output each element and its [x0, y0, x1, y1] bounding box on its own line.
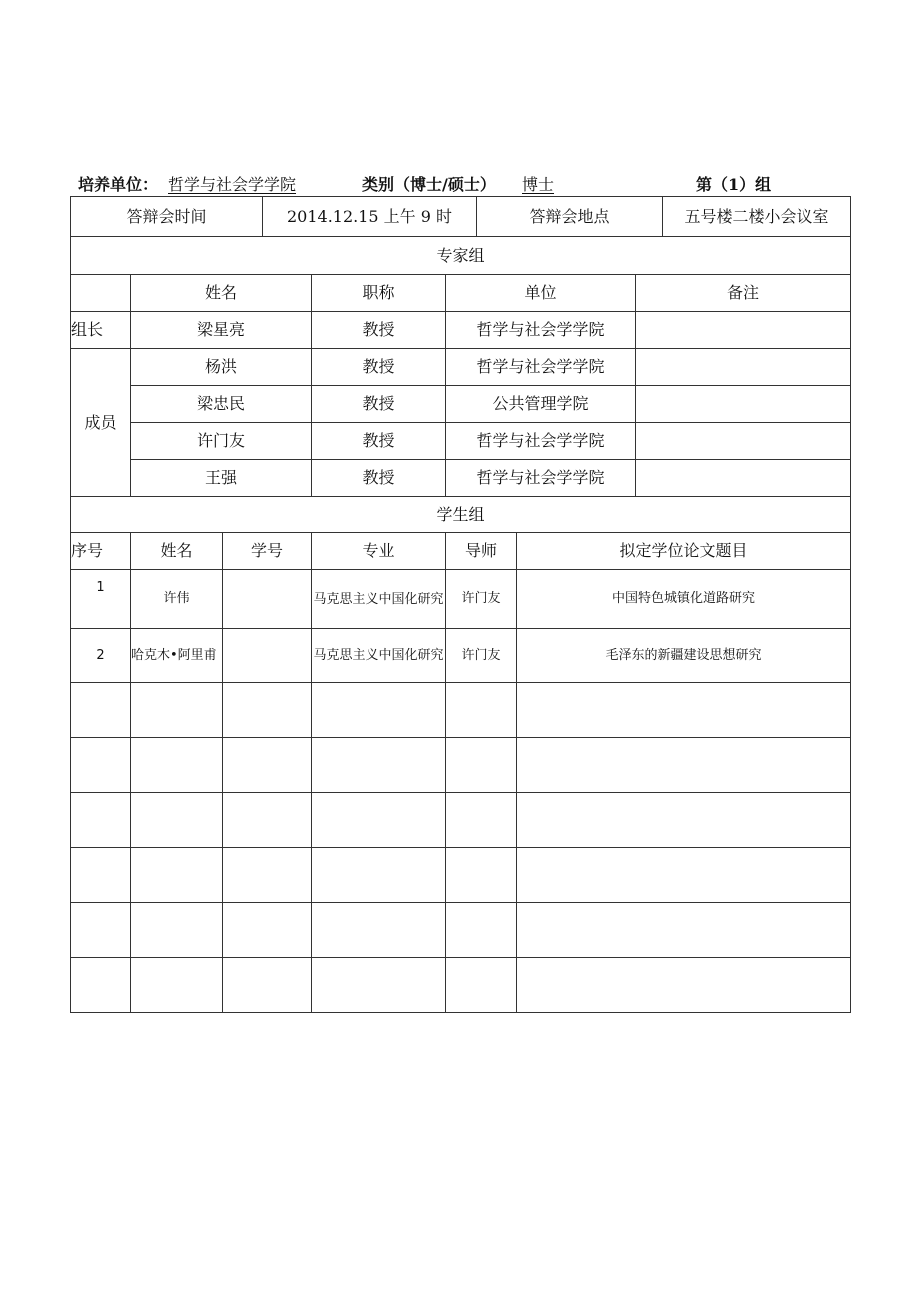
student-name: 哈克木•阿里甫	[131, 629, 223, 683]
expert-note	[636, 312, 851, 349]
defense-time-value: 2014.12.15 上午 9 时	[263, 197, 477, 237]
student-row	[71, 629, 851, 683]
expert-row	[71, 349, 851, 386]
expert-name: 杨洪	[131, 349, 312, 386]
defense-time-label: 答辩会时间	[71, 197, 263, 237]
expert-title: 教授	[312, 349, 446, 386]
student-col-major: 专业	[312, 533, 446, 570]
empty-row	[71, 738, 851, 793]
expert-name: 梁星亮	[131, 312, 312, 349]
form-header	[74, 172, 854, 196]
empty-row	[71, 683, 851, 738]
expert-name: 许门友	[131, 423, 312, 460]
empty-row	[71, 848, 851, 903]
expert-col-unit: 单位	[446, 275, 636, 312]
student-advisor: 许门友	[446, 629, 517, 683]
defense-info-table	[70, 196, 851, 237]
leader-label: 组长	[71, 312, 131, 349]
empty-row	[71, 793, 851, 848]
expert-col-note: 备注	[636, 275, 851, 312]
expert-title: 教授	[312, 423, 446, 460]
student-id	[223, 570, 312, 629]
unit-value: 哲学与社会学学院	[168, 175, 297, 194]
student-id	[223, 629, 312, 683]
expert-col-name: 姓名	[131, 275, 312, 312]
expert-unit: 哲学与社会学学院	[446, 312, 636, 349]
student-no: 1	[71, 570, 131, 629]
expert-col-title: 职称	[312, 275, 446, 312]
expert-empty-header	[71, 275, 131, 312]
expert-title: 教授	[312, 312, 446, 349]
expert-row	[71, 386, 851, 423]
student-col-thesis: 拟定学位论文题目	[517, 533, 851, 570]
expert-row	[71, 423, 851, 460]
defense-place-value: 五号楼二楼小会议室	[663, 197, 851, 237]
expert-note	[636, 460, 851, 497]
expert-row	[71, 312, 851, 349]
student-col-no: 序号	[71, 533, 131, 570]
student-thesis: 毛泽东的新疆建设思想研究	[517, 629, 851, 683]
category-label: 类别（博士/硕士）	[362, 175, 496, 194]
student-advisor: 许门友	[446, 570, 517, 629]
student-row	[71, 570, 851, 629]
expert-unit: 公共管理学院	[446, 386, 636, 423]
expert-group-table	[70, 236, 851, 497]
expert-note	[636, 386, 851, 423]
expert-unit: 哲学与社会学学院	[446, 349, 636, 386]
student-major: 马克思主义中国化研究	[312, 570, 446, 629]
expert-unit: 哲学与社会学学院	[446, 423, 636, 460]
empty-row	[71, 903, 851, 958]
expert-name: 王强	[131, 460, 312, 497]
expert-row	[71, 460, 851, 497]
student-col-advisor: 导师	[446, 533, 517, 570]
student-no: 2	[71, 629, 131, 683]
category-value: 博士	[522, 175, 555, 194]
student-major: 马克思主义中国化研究	[312, 629, 446, 683]
student-col-id: 学号	[223, 533, 312, 570]
expert-section-title: 专家组	[71, 237, 851, 275]
expert-note	[636, 423, 851, 460]
student-name: 许伟	[131, 570, 223, 629]
member-label: 成员	[71, 349, 131, 497]
expert-name: 梁忠民	[131, 386, 312, 423]
group-number: 第（1）组	[696, 175, 772, 194]
student-col-name: 姓名	[131, 533, 223, 570]
expert-note	[636, 349, 851, 386]
student-section-title: 学生组	[71, 497, 851, 533]
expert-unit: 哲学与社会学学院	[446, 460, 636, 497]
defense-place-label: 答辩会地点	[477, 197, 663, 237]
expert-title: 教授	[312, 386, 446, 423]
expert-title: 教授	[312, 460, 446, 497]
student-group-table	[70, 496, 851, 1013]
unit-label: 培养单位：	[78, 175, 159, 194]
empty-row	[71, 958, 851, 1013]
student-thesis: 中国特色城镇化道路研究	[517, 570, 851, 629]
